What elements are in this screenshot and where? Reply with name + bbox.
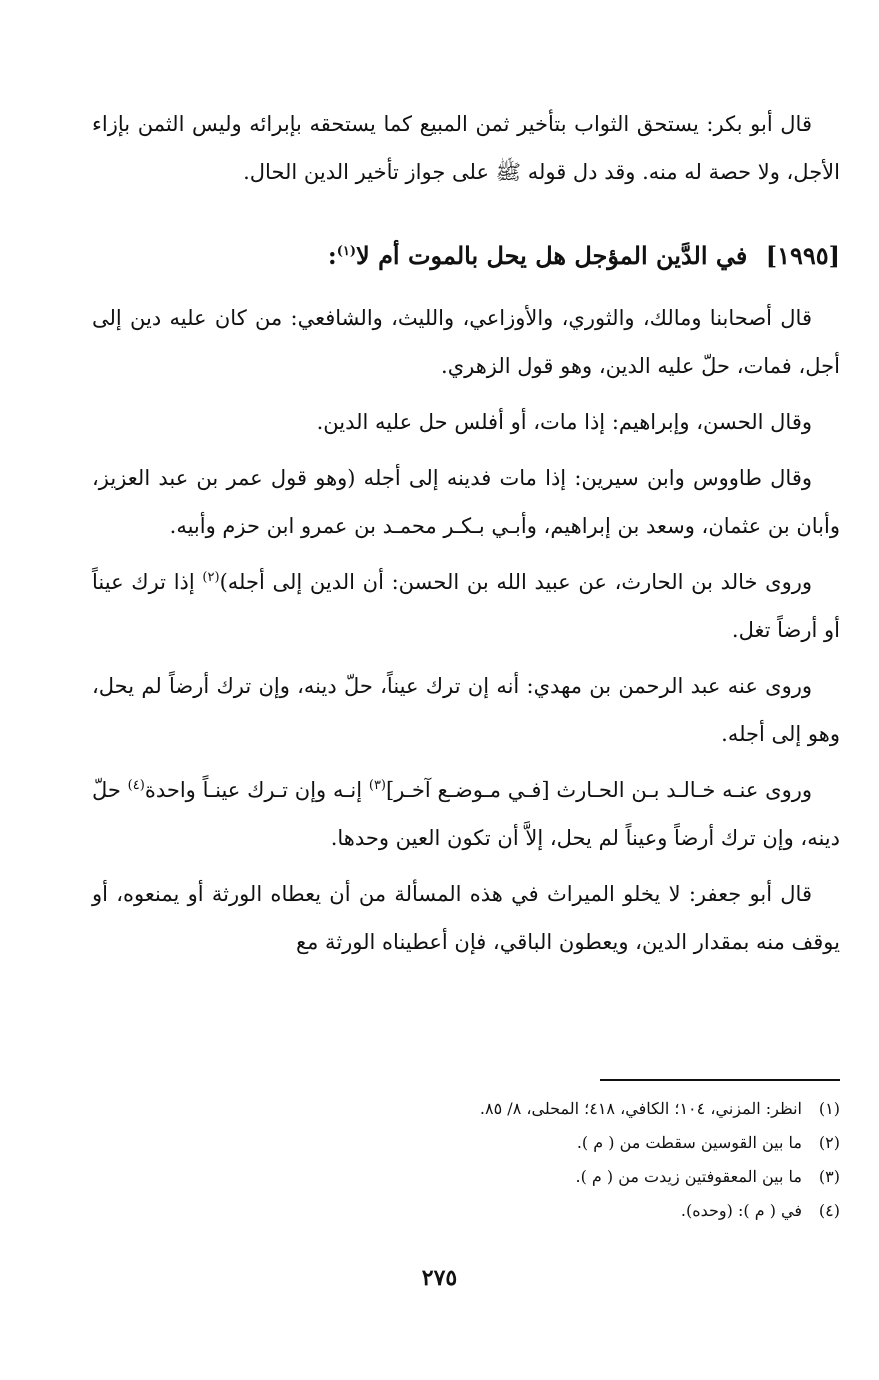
paragraph-text: حلّ دينه، وإن ترك أرضاً وعيناً لم يحل، إلاَّ أن تكون العين وحدها. (92, 778, 840, 850)
paragraph: وروى عنه عبد الرحمن بن مهدي: أنه إن ترك عيناً، حلّ دينه، وإن ترك أرضاً لم يحل، وهو إلى أجله. (92, 674, 840, 746)
paragraph (92, 766, 840, 862)
section-title-end: : (327, 241, 337, 270)
footnote-text: ما بين المعقوفتين زيدت من ( م ). (575, 1167, 802, 1186)
footnote-ref: (٣) (368, 778, 386, 793)
footnote (92, 1126, 840, 1160)
paragraph: وقال طاووس وابن سيرين: إذا مات فدينه إلى أجله (وهو قول عمر بن عبد العزيز، وأبان بن عثمان، وسعد بن إبراهيم، وأبـي بـكـر محمـد بن عمرو ابن حزم وأبيه. (92, 466, 840, 538)
footnote-number: (١) (818, 1099, 840, 1118)
section-number: [١٩٩٥] (765, 241, 840, 270)
section-heading (92, 232, 840, 280)
footnote-text: انظر: المزني، ١٠٤؛ الكافي، ٤١٨؛ المحلى، ٨/ ٨٥. (479, 1099, 802, 1118)
footnote (92, 1092, 840, 1126)
footnote-number: (٢) (818, 1133, 840, 1152)
footnote-text: في ( م ): (وحده). (680, 1201, 802, 1220)
paragraph (92, 558, 840, 654)
page-body (92, 100, 840, 974)
page-number: ٢٧٥ (421, 1265, 458, 1291)
paragraph-text: وروى خالد بن الحارث، عن عبيد الله بن الحسن: أن الدين إلى أجله) (219, 570, 813, 594)
footnote (92, 1160, 840, 1194)
footnote-ref: (٢) (202, 570, 220, 585)
paragraph: قال أبو جعفر: لا يخلو الميراث في هذه المسألة من أن يعطاه الورثة أو يمنعوه، أو يوقف منه بمقدار الدين، ويعطون الباقي، فإن أعطيناه الورثة مع (92, 882, 840, 954)
footnote-divider (600, 1079, 840, 1081)
paragraph-text: إذا ترك عيناً أو أرضاً تغل. (92, 570, 840, 642)
footnote-ref: (٤) (127, 778, 145, 793)
intro-paragraph: قال أبو بكر: يستحق الثواب بتأخير ثمن المبيع كما يستحقه بإبرائه وليس الثمن بإزاء الأجل، ولا حصة له منه. وقد دل قوله ﷺ على جواز تأخير الدين الحال. (92, 112, 840, 184)
footnote-text: ما بين القوسين سقطت من ( م ). (576, 1133, 802, 1152)
paragraph: وقال الحسن، وإبراهيم: إذا مات، أو أفلس حل عليه الدين. (316, 410, 812, 434)
footnotes (92, 1092, 840, 1228)
paragraph-text: وروى عنـه خـالـد بـن الحـارث [فـي مـوضـع آخـر] (386, 778, 813, 802)
footnote (92, 1194, 840, 1228)
footnote-number: (٤) (818, 1201, 840, 1220)
footnote-number: (٣) (818, 1167, 840, 1186)
paragraph: قال أصحابنا ومالك، والثوري، والأوزاعي، والليث، والشافعي: من كان عليه دين إلى أجل، فمات، حلّ عليه الدين، وهو قول الزهري. (92, 306, 840, 378)
footnote-ref: (١) (336, 244, 357, 259)
paragraph-text: إنـه وإن تـرك عينـاً واحدة (144, 778, 369, 802)
section-title: في الدَّين المؤجل هل يحل بالموت أم لا (356, 241, 748, 270)
